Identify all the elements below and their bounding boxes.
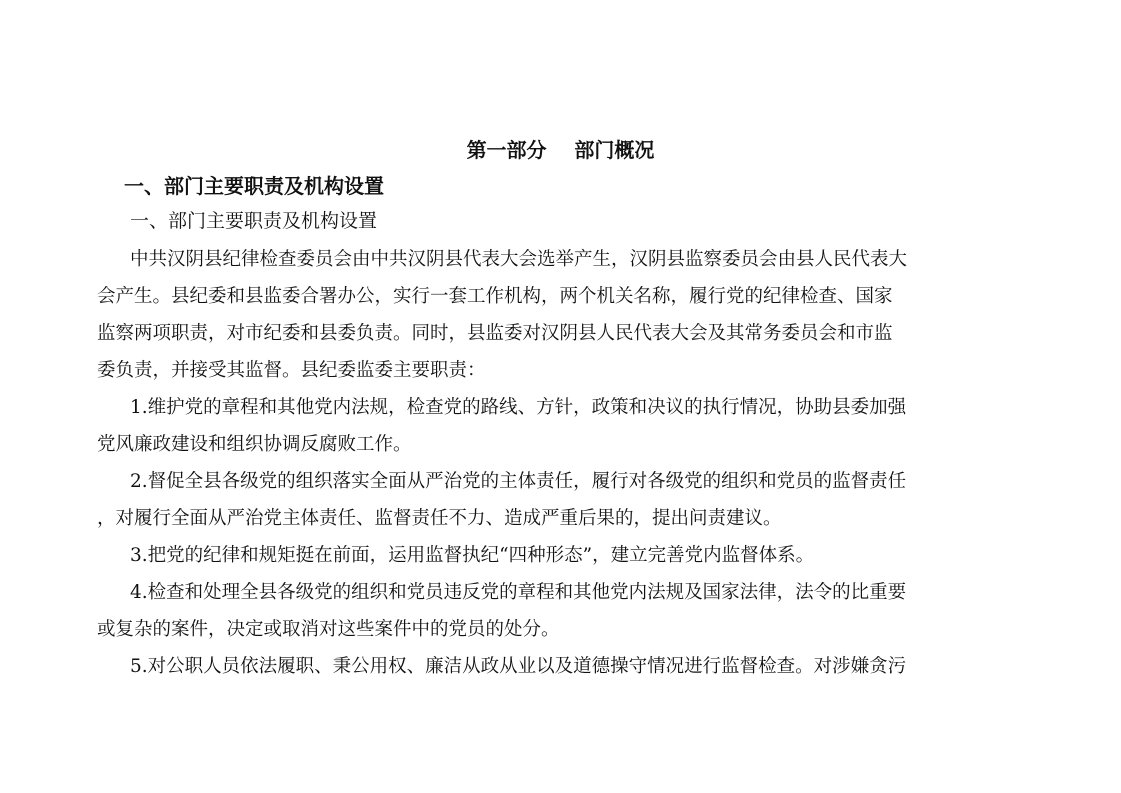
paragraph-intro (97, 241, 1026, 389)
paragraph-line: 或复杂的案件，决定或取消对这些案件中的党员的处分。 (97, 619, 560, 640)
paragraph-line: 中共汉阴县纪律检查委员会由中共汉阴县代表大会选举产生，汉阴县监察委员会由县人民代表大 (130, 249, 908, 270)
paragraph-line: 2.督促全县各级党的组织落实全面从严治党的主体责任，履行对各级党的组织和党员的监督责任 (130, 471, 907, 492)
paragraph-line: 会产生。县纪委和县监委合署办公，实行一套工作机构，两个机关名称，履行党的纪律检查、国家 (97, 286, 893, 307)
paragraph-line: 3.把党的纪律和规矩挺在前面，运用监督执纪“四种形态”，建立完善党内监督体系。 (130, 545, 815, 566)
paragraph-line: 4.检查和处理全县各级党的组织和党员违反党的章程和其他党内法规及国家法律，法令的比重要 (130, 582, 907, 603)
paragraph-duty-4 (97, 574, 1026, 648)
section-heading: 一、部门主要职责及机构设置 (124, 174, 384, 198)
paragraph-line: 党风廉政建设和组织协调反腐败工作。 (97, 434, 412, 455)
paragraph-duty-1 (97, 389, 1026, 463)
paragraph-duty-2 (97, 463, 1026, 537)
paragraph-line: 委负责，并接受其监督。县纪委监委主要职责： (97, 360, 486, 381)
paragraph-line: 5.对公职人员依法履职、秉公用权、廉洁从政从业以及道德操守情况进行监督检查。对涉嫌贪污 (130, 656, 907, 677)
paragraph-line: ，对履行全面从严治党主体责任、监督责任不力、造成严重后果的，提出问责建议。 (97, 508, 782, 529)
paragraph-line: 监察两项职责，对市纪委和县委负责。同时，县监委对汉阴县人民代表大会及其常务委员会和市监 (97, 323, 893, 344)
paragraph-line: 1.维护党的章程和其他党内法规，检查党的路线、方针，政策和决议的执行情况，协助县委加强 (130, 397, 907, 418)
paragraph-duty-5 (97, 648, 1026, 685)
paragraph-duty-3 (97, 537, 1026, 574)
section-subheading: 一、部门主要职责及机构设置 (130, 210, 378, 232)
section-title: 第一部分 部门概况 (466, 138, 655, 162)
